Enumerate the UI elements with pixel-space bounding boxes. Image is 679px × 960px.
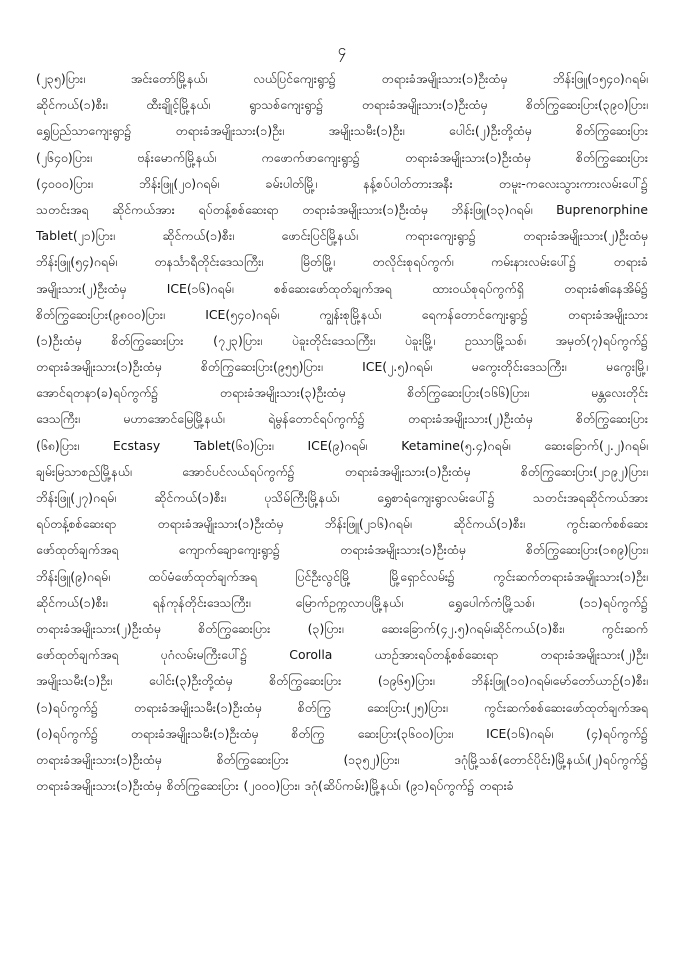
text-line: အောင်ရတနာ(ခ)ရပ်ကွက်၌ တရားခံအမျိုးသား(၃)ဦးထံမှ စိတ်ကြွဆေးပြား(၁၆၆)ပြား၊ မန္တလေးတိုင်း — [36, 385, 648, 401]
text-line: ဘိန်းဖြူ(၅၄)ဂရမ်၊ တနင်္သာရီတိုင်းဒေသကြီး၊ မြိတ်မြို့၊ တလိုင်းစုရပ်ကွက်၊ ကမ်းနားလမ်းပေါ်၌ တရားခံ — [36, 254, 648, 270]
text-line: အမျိုးသမီး(၁)ဦး၊ ပေါင်း(၃)ဦးတို့ထံမှ စိတ်ကြွဆေးပြား (၁၉၆၅)ပြား၊ ဘိန်းဖြူ(၁၀)ဂရမ်၊မော်တော်ယာဉ်(၁)စီး၊ — [36, 673, 648, 689]
text-line: ဘိန်းဖြူ(၉)ဂရမ်၊ ထပ်မံဖော်ထုတ်ချက်အရ ပြင်ဦးလွင်မြို့ မြို့ရှောင်လမ်း၌ ကွင်းဆက်တရားခံအမျိုးသား(၁)ဦး၊ — [36, 568, 648, 584]
text-line: (၀)ရပ်ကွက်၌ တရားခံအမျိုးသမီး(၁)ဦးထံမှ စိတ်ကြွ ဆေးပြား(၃၆၀၀)ပြား၊ ICE(၁၆)ဂရမ်၊ (၄)ရပ်ကွက်၌ — [36, 725, 648, 741]
text-line: ဘိန်းဖြူ(၂၇)ဂရမ်၊ ဆိုင်ကယ်(၁)စီး၊ ပုသိမ်ကြီးမြို့နယ်၊ ရွှေစာရံကျေးရွာလမ်းပေါ်၌ သတင်းအရဆိုင်ကယ်အား — [36, 490, 648, 505]
text-line: ဖော်ထုတ်ချက်အရ ကျောက်ချောကျေးရွာ၌ တရားခံအမျိုးသား(၁)ဦးထံမှ စိတ်ကြွဆေးပြား(၁၈၉)ပြား၊ — [36, 542, 648, 558]
text-line: ဒေသကြီး၊ မဟာအောင်မြေမြို့နယ်၊ ရဲမွန်တောင်ရပ်ကွက်၌ တရားခံအမျိုးသား(၂)ဦးထံမှ စိတ်ကြွဆေးပြား — [36, 411, 648, 427]
text-line: စိတ်ကြွဆေးပြား(၉၈၀၀)ပြား၊ ICE(၅၄၀)ဂရမ်၊ ကျွန်းစုမြို့နယ်၊ ရေကန်တောင်ကျေးရွာ၌ တရားခံအမျိုးသား — [36, 306, 648, 322]
text-line: ဆိုင်ကယ်(၁)စီး၊ ထီးချိုင့်မြို့နယ်၊ ရွာသစ်ကျေးရွာ၌ တရားခံအမျိုးသား(၁)ဦးထံမှ စိတ်ကြွဆေးပြား(၃၉၀)ပြား၊ — [36, 97, 648, 113]
text-line: အမျိုးသား(၂)ဦးထံမှ ICE(၁၆)ဂရမ်၊ စစ်ဆေးဖော်ထုတ်ချက်အရ ထားဝယ်စုရပ်ကွက်ရှိ တရားခံ၏နေအိမ်၌ — [36, 280, 648, 296]
text-line: (၁)ဦးထံမှ စိတ်ကြွဆေးပြား (၇၂၃)ပြား၊ ပဲခူးတိုင်းဒေသကြီး၊ ပဲခူးမြို့၊ ဥဿာမြို့သစ်၊ အမှတ်(၇)ရပ်ကွက်၌ — [36, 332, 648, 348]
text-line: တရားခံအမျိုးသား(၁)ဦးထံမှ စိတ်ကြွဆေးပြား (၁၃၅၂)ပြား၊ ဒဂုံမြို့သစ်(တောင်ပိုင်း)မြို့နယ်၊(၂)ရပ်ကွက်၌ — [36, 751, 648, 767]
text-line: (၂၆၄၀)ပြား၊ ဗန်းမောက်မြို့နယ်၊ ကဖောက်ဖာကျေးရွာ၌ တရားခံအမျိုးသား(၁)ဦးထံမှ စိတ်ကြွဆေးပြား — [36, 149, 648, 165]
text-line: တရားခံအမျိုးသား(၂)ဦးထံမှ စိတ်ကြွဆေးပြား (၃)ပြား၊ ဆေးခြောက်(၄၂.၅)ဂရမ်၊ဆိုင်ကယ်(၁)စီး၊ ကွင်းဆက် — [36, 620, 648, 636]
body-paragraph — [36, 66, 648, 799]
text-line: (၆၈)ပြား၊ Ecstasy Tablet(၆၀)ပြား၊ ICE(၉)ဂရမ်၊ Ketamine(၅.၄)ဂရမ်၊ ဆေးခြောက်(၂.၂)ဂရမ်၊ — [36, 437, 648, 453]
text-line: သတင်းအရ ဆိုင်ကယ်အား ရပ်တန့်စစ်ဆေးရာ တရားခံအမျိုးသား(၁)ဦးထံမှ ဘိန်းဖြူ(၁၃)ဂရမ်၊ Buprenorphine — [36, 201, 648, 217]
text-line: (၄၀၀၀)ပြား၊ ဘိန်းဖြူ(၂၀)ဂရမ်၊ ခမ်းပါတ်မြို့၊ နန့်စပ်ပါတ်တားအနီး တမူး-ကလေးသွားကားလမ်းပေါ်၌ — [36, 175, 648, 191]
text-line: တရားခံအမျိုးသား(၁)ဦးထံမှ စိတ်ကြွဆေးပြား (၂၀၀၀)ပြား၊ ဒဂုံ(ဆိပ်ကမ်း)မြို့နယ်၊ (၉၁)ရပ်ကွက်၌ တရားခံ — [36, 778, 514, 794]
page-number: ၄ — [337, 41, 347, 59]
text-line: (၁)ရပ်ကွက်၌ တရားခံအမျိုးသမီး(၁)ဦးထံမှ စိတ်ကြွ ဆေးပြား(၂၅)ပြား၊ ကွင်းဆက်စစ်ဆေးဖော်ထုတ်ချက်အရ — [36, 699, 648, 715]
text-line: တရားခံအမျိုးသား(၁)ဦးထံမှ စိတ်ကြွဆေးပြား(၉၅၅)ပြား၊ ICE(၂.၅)ဂရမ်၊ မကွေးတိုင်းဒေသကြီး၊ မကွေးမြို့၊ — [36, 359, 648, 375]
text-line: ဖော်ထုတ်ချက်အရ ပုဂံလမ်းမကြီးပေါ်၌ Corolla ယာဉ်အားရပ်တန့်စစ်ဆေးရာ တရားခံအမျိုးသား(၂)ဦး၊ — [36, 647, 648, 663]
text-line: ရွှေပြည်သာကျေးရွာ၌ တရားခံအမျိုးသား(၁)ဦး၊ အမျိုးသမီး(၁)ဦး၊ ပေါင်း(၂)ဦးတို့ထံမှ စိတ်ကြွဆေးပြား — [36, 123, 648, 139]
text-line: (၂၃၅)ပြား၊ အင်းတော်မြို့နယ်၊ လယ်ပြင်ကျေးရွာ၌ တရားခံအမျိုးသား(၁)ဦးထံမှ ဘိန်းဖြူ(၁၅၄၀)ဂရမ်၊ — [36, 71, 648, 86]
text-line: Tablet(၂၁)ပြား၊ ဆိုင်ကယ်(၁)စီး၊ ဖောင်းပြင်မြို့နယ်၊ ကရားကျေးရွာ၌ တရားခံအမျိုးသား(၂)ဦးထံမှ — [36, 228, 648, 244]
text-line: ဆိုင်ကယ်(၁)စီး၊ ရန်ကုန်တိုင်းဒေသကြီး၊ မြောက်ဥက္ကလာပမြို့နယ်၊ ရွှေပေါက်ကံမြို့သစ်၊ (၁၁)ရပ်ကွက်၌ — [36, 594, 648, 610]
text-line: ချမ်းမြသာစည်မြို့နယ်၊ အောင်ပင်လယ်ရပ်ကွက်၌ တရားခံအမျိုးသား(၁)ဦးထံမှ စိတ်ကြွဆေးပြား(၂၁၉၂)ပြား၊ — [36, 463, 648, 479]
text-line: ရပ်တန့်စစ်ဆေးရာ တရားခံအမျိုးသား(၁)ဦးထံမှ ဘိန်းဖြူ(၂၁၆)ဂရမ်၊ ဆိုင်ကယ်(၁)စီး၊ ကွင်းဆက်စစ်ဆေး — [36, 516, 648, 532]
